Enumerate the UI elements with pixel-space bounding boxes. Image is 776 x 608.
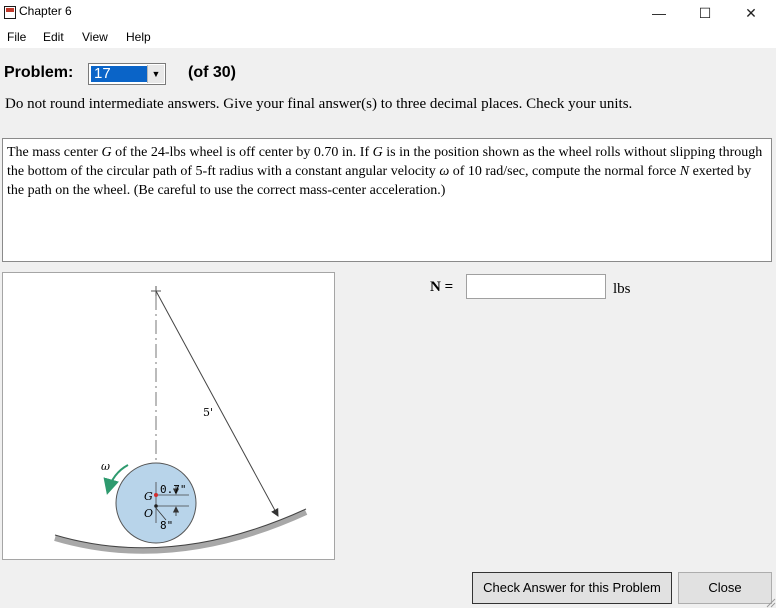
problem-number: 17 bbox=[91, 66, 147, 82]
menu-edit[interactable]: Edit bbox=[43, 30, 64, 44]
offset-label: 0.7" bbox=[160, 483, 187, 496]
menu-view[interactable]: View bbox=[82, 30, 108, 44]
problem-total: (of 30) bbox=[188, 64, 236, 81]
O-label: O bbox=[144, 507, 154, 520]
problem-select[interactable] bbox=[88, 63, 166, 85]
menu-bar bbox=[0, 26, 776, 48]
app-icon bbox=[4, 6, 16, 19]
omega-label: ω bbox=[101, 460, 110, 473]
wheel-radius-label: 8" bbox=[160, 519, 174, 532]
minimize-button[interactable]: — bbox=[652, 5, 666, 21]
window-title: Chapter 6 bbox=[19, 4, 72, 18]
close-button[interactable]: Close bbox=[678, 572, 772, 604]
maximize-button[interactable]: ☐ bbox=[698, 5, 712, 21]
answer-label: N = bbox=[430, 279, 454, 295]
wheel-center-point bbox=[154, 504, 158, 508]
question-box bbox=[2, 138, 772, 262]
problem-label: Problem: bbox=[4, 64, 74, 81]
close-window-button[interactable]: ✕ bbox=[745, 5, 757, 21]
menu-help[interactable]: Help bbox=[126, 30, 151, 44]
mass-center-point bbox=[154, 493, 158, 497]
title-bar bbox=[0, 0, 776, 26]
answer-input[interactable] bbox=[466, 274, 606, 299]
instructions-text: Do not round intermediate answers. Give your final answer(s) to three decimal places. Check your units. bbox=[5, 96, 633, 112]
chevron-down-icon[interactable]: ▼ bbox=[147, 65, 164, 83]
menu-file[interactable]: File bbox=[7, 30, 27, 44]
resize-grip-icon[interactable] bbox=[764, 596, 776, 608]
G-label: G bbox=[144, 490, 153, 503]
question-text: The mass center G of the 24-lbs wheel is off center by 0.70 in. If G is in the position shown as the wheel rolls without slipping through the bottom of the circular path of 5-ft radius with a constant angular velocity ω of 10 rad/sec, compute the normal force N exerted by the path on the wheel. (Be careful to use the correct mass-center acceleration.) bbox=[7, 145, 763, 198]
check-answer-button[interactable]: Check Answer for this Problem bbox=[472, 572, 672, 604]
path-radius-label: 5' bbox=[203, 406, 214, 419]
unit-label: lbs bbox=[613, 281, 631, 297]
problem-figure bbox=[2, 272, 335, 560]
wheel-diagram bbox=[3, 273, 336, 561]
